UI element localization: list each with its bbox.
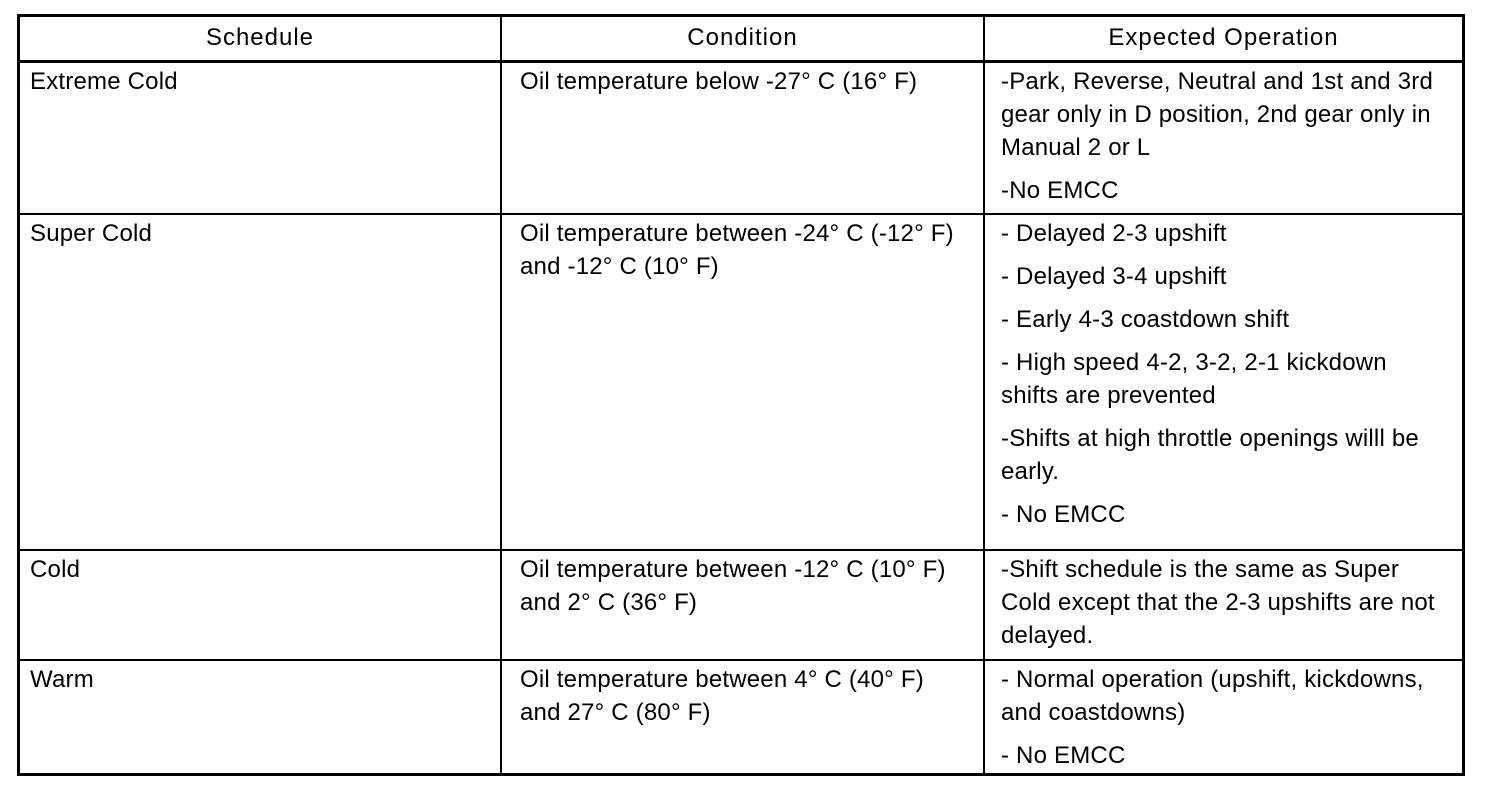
- operation-item: - Normal operation (upshift, kickdowns, and coastdowns): [1001, 666, 1424, 726]
- operation-item: -Park, Reverse, Neutral and 1st and 3rd gear only in D position, 2nd gear only in Manual 2 or L: [1001, 68, 1434, 161]
- operation-item: - Delayed 2-3 upshift: [1001, 220, 1227, 247]
- operation-item: - No EMCC: [1001, 501, 1126, 528]
- header-schedule: Schedule: [20, 17, 502, 63]
- operation-item: - High speed 4-2, 3-2, 2-1 kickdown shifts are prevented: [1001, 349, 1387, 409]
- row-super-cold-operations: [985, 215, 1462, 551]
- header-condition: Condition: [502, 17, 985, 63]
- row-warm-operations: [985, 661, 1462, 773]
- row-warm-schedule: Warm: [20, 661, 502, 773]
- row-super-cold-condition: Oil temperature between -24° C (-12° F) and -12° C (10° F): [502, 215, 985, 551]
- row-cold-condition: Oil temperature between -12° C (10° F) and 2° C (36° F): [502, 551, 985, 661]
- operation-item: -Shift schedule is the same as Super Cold except that the 2-3 upshifts are not delayed.: [1001, 556, 1435, 649]
- row-cold-operations: [985, 551, 1462, 661]
- operation-item: -No EMCC: [1001, 177, 1119, 204]
- operation-item: - Delayed 3-4 upshift: [1001, 263, 1227, 290]
- row-warm-condition: Oil temperature between 4° C (40° F) and 27° C (80° F): [502, 661, 985, 773]
- row-extreme-cold-operations: [985, 63, 1462, 215]
- header-expected-operation: Expected Operation: [985, 17, 1462, 63]
- operation-item: - Early 4-3 coastdown shift: [1001, 306, 1290, 333]
- operation-item: -Shifts at high throttle openings willl be early.: [1001, 425, 1419, 485]
- shift-schedule-table: [17, 14, 1465, 776]
- row-cold-schedule: Cold: [20, 551, 502, 661]
- row-super-cold-schedule: Super Cold: [20, 215, 502, 551]
- operation-item: - No EMCC: [1001, 742, 1126, 769]
- row-extreme-cold-condition: Oil temperature below -27° C (16° F): [502, 63, 985, 215]
- row-extreme-cold-schedule: Extreme Cold: [20, 63, 502, 215]
